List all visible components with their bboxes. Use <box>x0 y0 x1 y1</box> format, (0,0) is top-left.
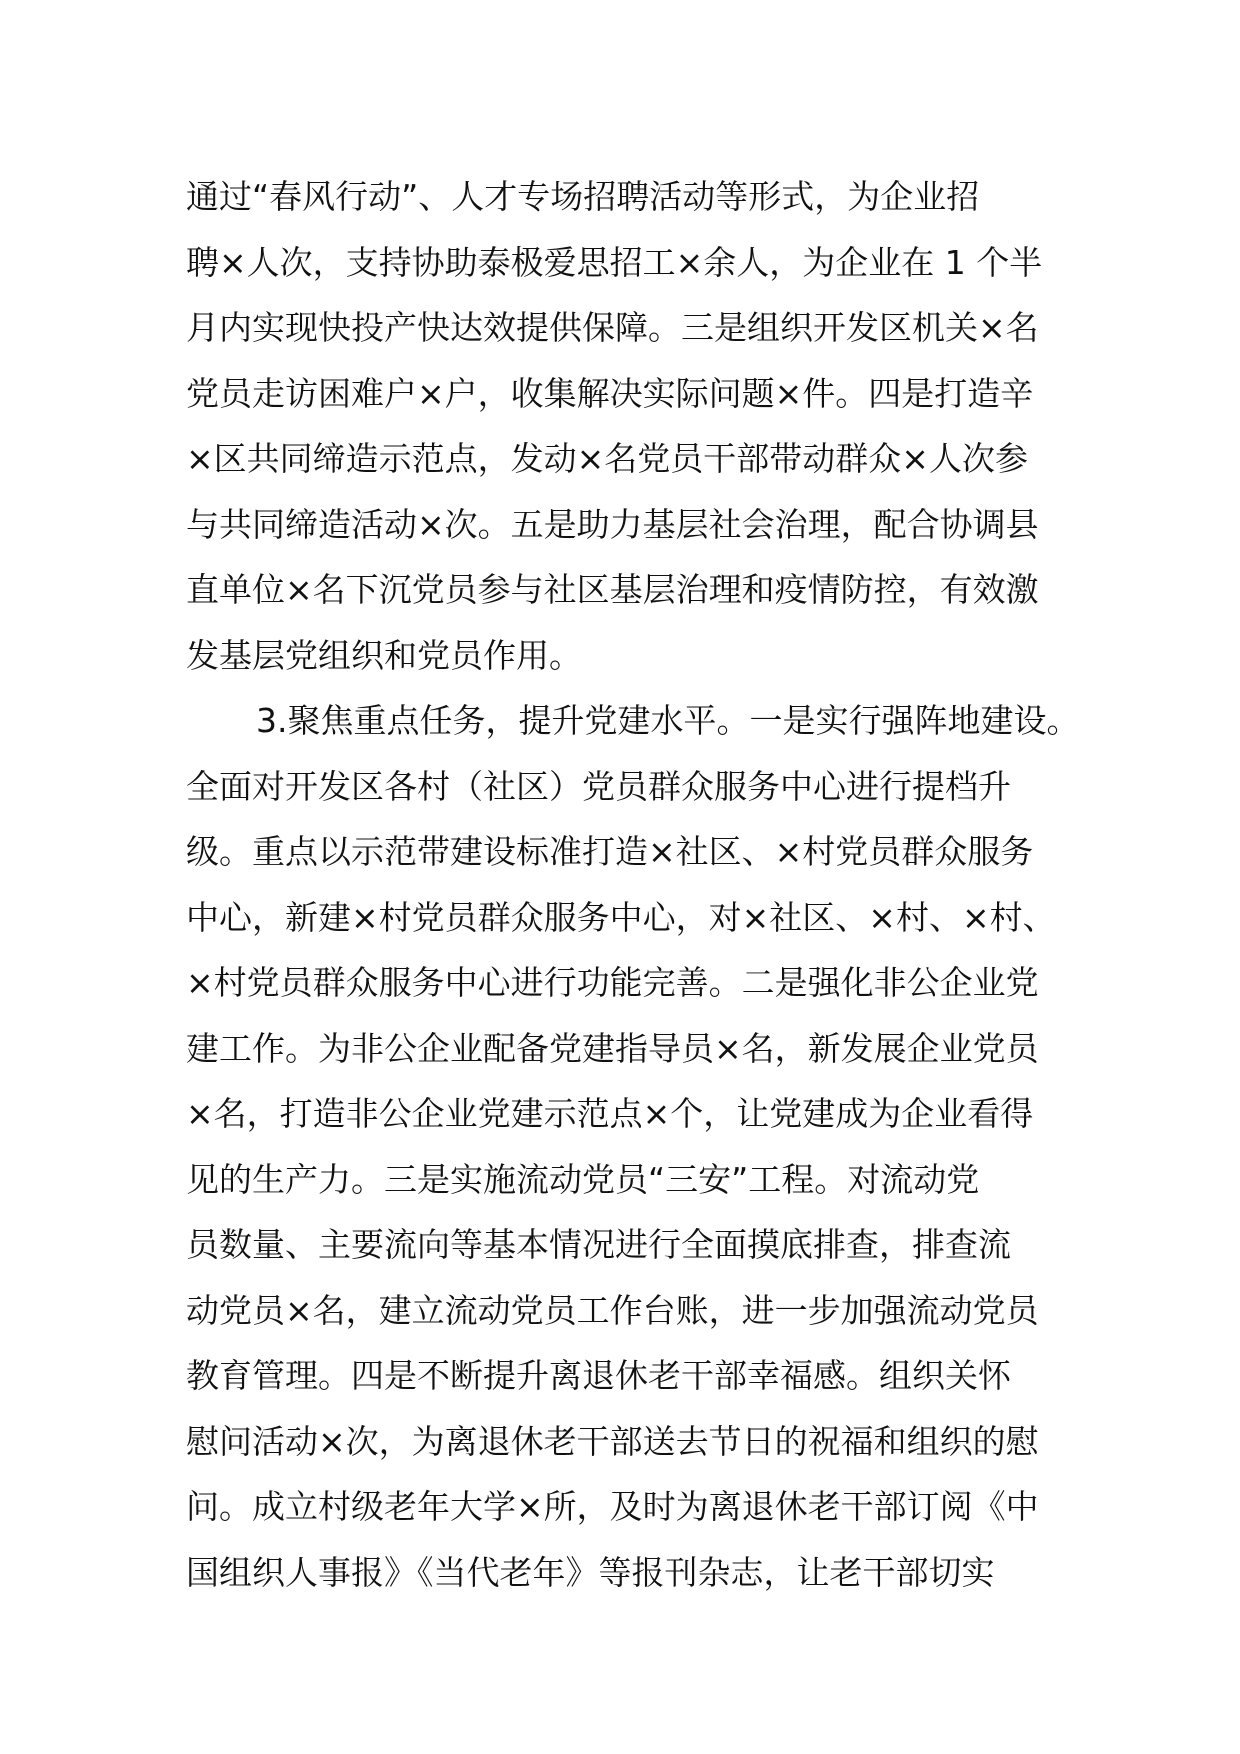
section-heading-line: 3.聚焦重点任务，提升党建水平。一是实行强阵地建设。 <box>256 701 1080 740</box>
text-line: 建工作。为非公企业配备党建指导员×名，新发展企业党员 <box>186 1028 1039 1068</box>
text-line: 月内实现快投产快达效提供保障。三是组织开发区机关×名 <box>186 308 1039 347</box>
text-line: 中心，新建×村党员群众服务中心，对×社区、×村、×村、 <box>186 897 1056 937</box>
text-line: 通过“春风行动”、人才专场招聘活动等形式，为企业招 <box>186 177 980 216</box>
text-line: 发基层党组织和党员作用。 <box>186 635 582 675</box>
text-line: 聘×人次，支持协助泰极爱思招工×余人，为企业在 1 个半 <box>186 242 1043 282</box>
text-line: ×村党员群众服务中心进行功能完善。二是强化非公企业党 <box>186 963 1039 1002</box>
text-line: 直单位×名下沉党员参与社区基层治理和疫情防控，有效激 <box>186 570 1039 609</box>
text-line: 见的生产力。三是实施流动党员“三安”工程。对流动党 <box>186 1159 980 1199</box>
text-line: 级。重点以示范带建设标准打造×社区、×村党员群众服务 <box>186 832 1034 871</box>
text-line: ×名，打造非公企业党建示范点×个，让党建成为企业看得 <box>186 1094 1034 1133</box>
text-line: 动党员×名，建立流动党员工作台账，进一步加强流动党员 <box>186 1290 1039 1330</box>
text-line: 党员走访困难户×户，收集解决实际问题×件。四是打造辛 <box>186 373 1034 413</box>
text-line: 慰问活动×次，为离退休老干部送去节日的祝福和组织的慰 <box>186 1421 1039 1461</box>
text-line: 问。成立村级老年大学×所，及时为离退休老干部订阅《中 <box>186 1487 1039 1526</box>
text-line: 国组织人事报》《当代老年》等报刊杂志，让老干部切实 <box>186 1552 995 1592</box>
body-text <box>186 164 1080 1605</box>
text-line: 员数量、主要流向等基本情况进行全面摸底排查，排查流 <box>186 1225 1011 1264</box>
text-line: 教育管理。四是不断提升离退休老干部幸福感。组织关怀 <box>186 1356 1011 1395</box>
text-line: 与共同缔造活动×次。五是助力基层社会治理，配合协调县 <box>186 504 1039 544</box>
text-line: 全面对开发区各村（社区）党员群众服务中心进行提档升 <box>186 766 1011 806</box>
text-line: ×区共同缔造示范点，发动×名党员干部带动群众×人次参 <box>186 439 1028 478</box>
